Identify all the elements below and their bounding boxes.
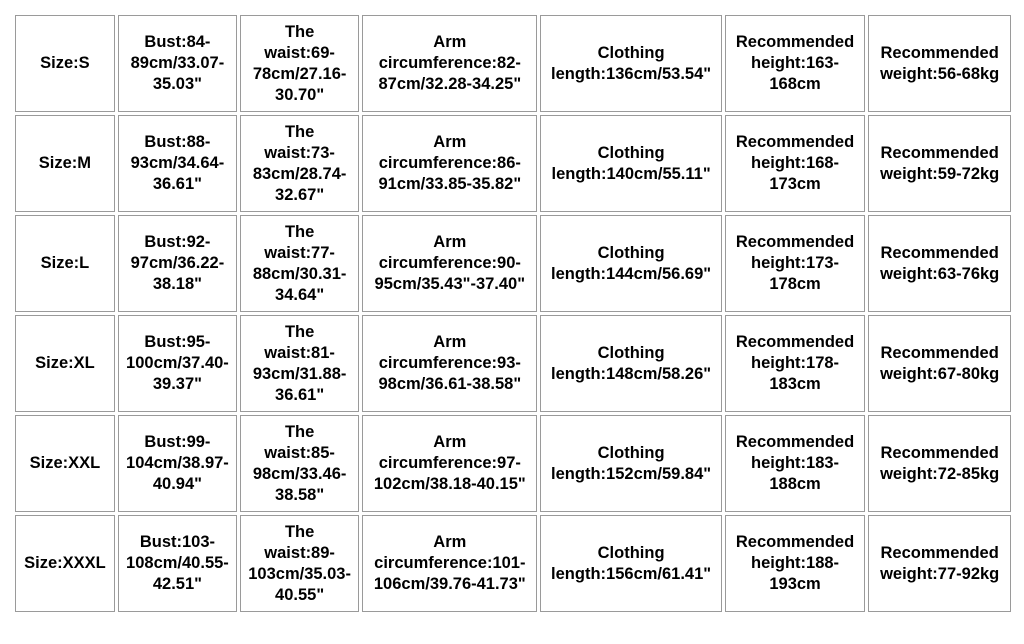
recommended-weight-cell: Recommended weight:67-80kg	[868, 315, 1011, 412]
bust-cell: Bust:88- 93cm/34.64- 36.61"	[118, 115, 237, 212]
clothing-length-cell: Clothing length:152cm/59.84"	[540, 415, 721, 512]
recommended-height-cell: Recommended height:188- 193cm	[725, 515, 866, 612]
arm-circumference-cell: Arm circumference:101- 106cm/39.76-41.73"	[362, 515, 537, 612]
table-row-size-xl	[15, 315, 1011, 412]
waist-cell: The waist:69- 78cm/27.16- 30.70"	[240, 15, 359, 112]
clothing-length-cell: Clothing length:148cm/58.26"	[540, 315, 721, 412]
recommended-weight-cell: Recommended weight:56-68kg	[868, 15, 1011, 112]
waist-cell: The waist:89- 103cm/35.03- 40.55"	[240, 515, 359, 612]
size-cell: Size:M	[15, 115, 115, 212]
waist-cell: The waist:73- 83cm/28.74- 32.67"	[240, 115, 359, 212]
recommended-weight-cell: Recommended weight:63-76kg	[868, 215, 1011, 312]
clothing-length-cell: Clothing length:136cm/53.54"	[540, 15, 721, 112]
arm-circumference-cell: Arm circumference:93- 98cm/36.61-38.58"	[362, 315, 537, 412]
table-row-size-s	[15, 15, 1011, 112]
recommended-height-cell: Recommended height:163- 168cm	[725, 15, 866, 112]
bust-cell: Bust:103- 108cm/40.55- 42.51"	[118, 515, 237, 612]
recommended-height-cell: Recommended height:173- 178cm	[725, 215, 866, 312]
size-cell: Size:XL	[15, 315, 115, 412]
waist-cell: The waist:81- 93cm/31.88- 36.61"	[240, 315, 359, 412]
clothing-length-cell: Clothing length:140cm/55.11"	[540, 115, 721, 212]
table-row-size-xxxl	[15, 515, 1011, 612]
size-cell: Size:XXL	[15, 415, 115, 512]
recommended-height-cell: Recommended height:183- 188cm	[725, 415, 866, 512]
arm-circumference-cell: Arm circumference:97- 102cm/38.18-40.15"	[362, 415, 537, 512]
recommended-weight-cell: Recommended weight:77-92kg	[868, 515, 1011, 612]
clothing-length-cell: Clothing length:156cm/61.41"	[540, 515, 721, 612]
size-cell: Size:S	[15, 15, 115, 112]
arm-circumference-cell: Arm circumference:90- 95cm/35.43"-37.40"	[362, 215, 537, 312]
bust-cell: Bust:95- 100cm/37.40- 39.37"	[118, 315, 237, 412]
table-row-size-l	[15, 215, 1011, 312]
waist-cell: The waist:85- 98cm/33.46- 38.58"	[240, 415, 359, 512]
arm-circumference-cell: Arm circumference:86- 91cm/33.85-35.82"	[362, 115, 537, 212]
bust-cell: Bust:92- 97cm/36.22- 38.18"	[118, 215, 237, 312]
bust-cell: Bust:99- 104cm/38.97- 40.94"	[118, 415, 237, 512]
size-chart-table	[12, 12, 1014, 615]
table-row-size-xxl	[15, 415, 1011, 512]
clothing-length-cell: Clothing length:144cm/56.69"	[540, 215, 721, 312]
recommended-height-cell: Recommended height:178- 183cm	[725, 315, 866, 412]
recommended-height-cell: Recommended height:168- 173cm	[725, 115, 866, 212]
recommended-weight-cell: Recommended weight:72-85kg	[868, 415, 1011, 512]
table-row-size-m	[15, 115, 1011, 212]
size-cell: Size:XXXL	[15, 515, 115, 612]
size-cell: Size:L	[15, 215, 115, 312]
bust-cell: Bust:84- 89cm/33.07- 35.03"	[118, 15, 237, 112]
arm-circumference-cell: Arm circumference:82- 87cm/32.28-34.25"	[362, 15, 537, 112]
recommended-weight-cell: Recommended weight:59-72kg	[868, 115, 1011, 212]
waist-cell: The waist:77- 88cm/30.31- 34.64"	[240, 215, 359, 312]
